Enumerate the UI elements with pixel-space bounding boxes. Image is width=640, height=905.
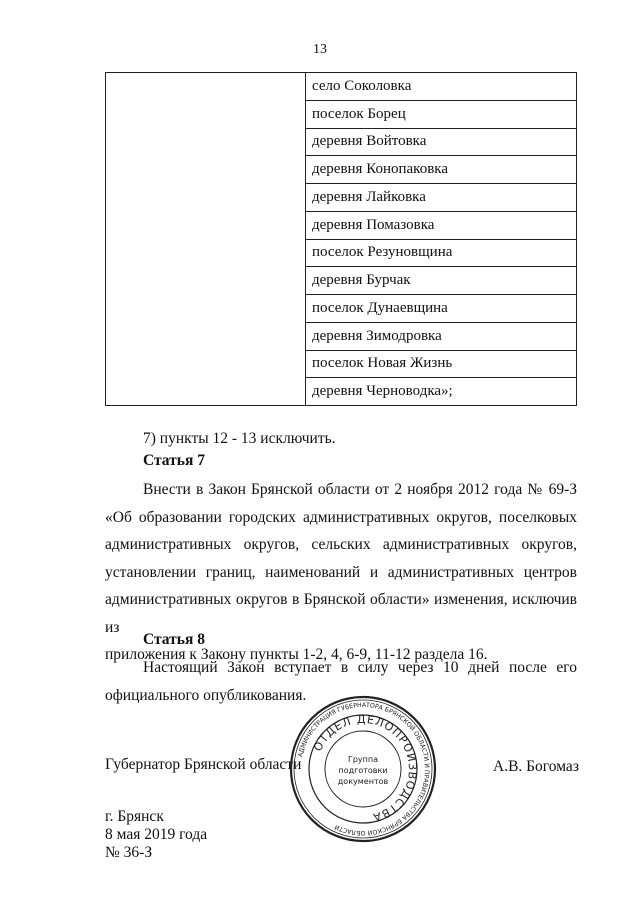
footer-date: 8 мая 2019 года: [105, 826, 208, 843]
article-7-line: административных округов в Брянской области» изменения, исключив из: [105, 591, 577, 636]
place-name-cell: село Соколовка: [306, 73, 577, 101]
place-name-cell: поселок Дунаевщина: [306, 295, 577, 323]
places-table: [105, 72, 577, 406]
article-7-line: приложения к Закону пункты 1-2, 4, 6-9, 11-12 раздела 16.: [105, 646, 488, 663]
footer-city: г. Брянск: [105, 808, 164, 825]
stamp-ring-text: ОТДЕЛ ДЕЛОПРОИЗВОДСТВА: [311, 712, 420, 824]
article-7-line: «Об образовании городских административных округов, поселковых: [105, 508, 577, 526]
place-name-cell: деревня Черноводка»;: [306, 378, 577, 406]
place-name-cell: деревня Конопаковка: [306, 156, 577, 184]
official-stamp: [288, 694, 438, 844]
stamp-center-line: подготовки: [338, 766, 388, 775]
article-8-heading: Статья 8: [143, 631, 205, 648]
place-name-cell: деревня Бурчак: [306, 267, 577, 295]
place-name-cell: деревня Лайковка: [306, 184, 577, 212]
footer-number: № 36-З: [105, 844, 153, 861]
place-name-cell: деревня Помазовка: [306, 211, 577, 239]
governor-name: А.В. Богомаз: [493, 758, 579, 775]
stamp-outer-text: АДМИНИСТРАЦИЯ ГУБЕРНАТОРА БРЯНСКОЙ ОБЛАСТИ И ПРАВИТЕЛЬСТВА БРЯНСКОЙ ОБЛАСТИ: [297, 701, 431, 837]
place-name-cell: деревня Войтовка: [306, 128, 577, 156]
article-7-heading: Статья 7: [143, 452, 205, 469]
place-name-cell: поселок Новая Жизнь: [306, 350, 577, 378]
page-number: 13: [313, 42, 327, 57]
stamp-center-line: документов: [337, 777, 389, 786]
footer-block: [105, 808, 207, 862]
places-row: [106, 73, 577, 101]
article-7-line: Внести в Закон Брянской области от 2 ноября 2012 года № 69-З: [143, 481, 577, 498]
article-7-line: административных округов, сельских административных округов,: [105, 536, 577, 553]
place-name-cell: поселок Борец: [306, 100, 577, 128]
place-name-cell: деревня Зимодровка: [306, 322, 577, 350]
item-7: 7) пункты 12 - 13 исключить.: [143, 430, 336, 447]
article-7-line: установлении границ, наименований и административных центров: [105, 563, 577, 581]
governor-title: Губернатор Брянской области: [105, 756, 302, 773]
article-8-line: Настоящий Закон вступает в силу через 10 дней после его: [143, 659, 577, 676]
stamp-center-line: Группа: [347, 755, 379, 764]
article-8-line: официального опубликования.: [105, 686, 307, 704]
place-name-cell: поселок Резуновщина: [306, 239, 577, 267]
empty-left-cell: [106, 73, 306, 406]
